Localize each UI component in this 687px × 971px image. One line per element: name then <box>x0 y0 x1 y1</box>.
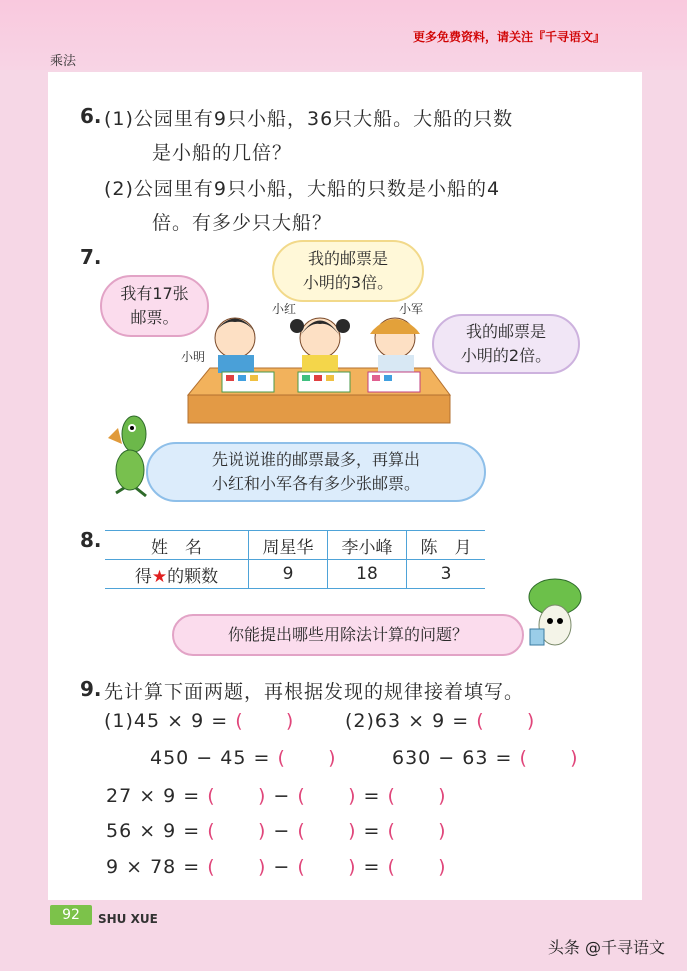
stars-table <box>105 530 485 589</box>
q9-part1-expr: (1)45 × 9 = ( ) <box>104 710 295 732</box>
row-label-cell: 得★的颗数 <box>105 560 249 589</box>
q9-instruction: 先计算下面两题，再根据发现的规律接着填写。 <box>104 681 525 703</box>
label-xiaojun: 小军 <box>399 302 424 316</box>
section-title: 乘法 <box>50 54 77 69</box>
value-cell: 9 <box>249 560 328 589</box>
question-9-number: 9. <box>80 677 102 701</box>
star-icon: ★ <box>151 566 168 587</box>
hint-bubble: 先说说谁的邮票最多，再算出 小红和小军各有多少张邮票。 <box>146 442 486 502</box>
speech-bubble-xiaojun: 我的邮票是 小明的2倍。 <box>432 314 580 374</box>
question-prompt-bubble: 你能提出哪些用除法计算的问题？ <box>172 614 524 656</box>
name-cell: 陈 月 <box>407 531 486 560</box>
header-name-cell: 姓 名 <box>105 531 249 560</box>
question-8-number: 8. <box>80 528 102 552</box>
label-xiaohong: 小红 <box>272 302 297 316</box>
q9-row-1: 27 × 9 = ( ) − ( ) = ( ) <box>106 785 447 807</box>
question-6-number: 6. <box>80 104 102 128</box>
q9-part1-subtract: 450 − 45 = ( ) <box>150 747 337 769</box>
bottom-watermark: 头条 @千寻语文 <box>547 938 665 957</box>
cabbage-mascot-illustration <box>522 575 588 655</box>
q6-part2-line2: 倍。有多少只大船？ <box>152 212 333 234</box>
q9-row-2: 56 × 9 = ( ) − ( ) = ( ) <box>106 820 447 842</box>
q6-part2-line1: (2)公园里有9只小船，大船的只数是小船的4 <box>104 178 501 200</box>
green-mascot-illustration <box>106 408 156 500</box>
q9-row-3: 9 × 78 = ( ) − ( ) = ( ) <box>106 856 447 878</box>
table-header-row <box>105 531 485 560</box>
question-7-number: 7. <box>80 245 102 269</box>
name-cell: 李小峰 <box>328 531 407 560</box>
q6-part1-line2: 是小船的几倍？ <box>152 142 293 164</box>
speech-bubble-xiaohong: 我的邮票是 小明的3倍。 <box>272 240 424 302</box>
children-at-table-illustration <box>180 300 460 430</box>
q9-part2-expr: (2)63 × 9 = ( ) <box>345 710 536 732</box>
q6-part1-line1: (1)公园里有9只小船，36只大船。大船的只数 <box>104 108 514 130</box>
value-cell: 18 <box>328 560 407 589</box>
value-cell: 3 <box>407 560 486 589</box>
name-cell: 周星华 <box>249 531 328 560</box>
subject-label: SHU XUE <box>98 912 158 926</box>
q9-part2-subtract: 630 − 63 = ( ) <box>392 747 579 769</box>
top-watermark: 更多免费资料，请关注『千寻语文』 <box>412 30 605 44</box>
speech-bubble-xiaoming: 我有17张 邮票。 <box>100 275 209 337</box>
page-number: 92 <box>50 905 92 925</box>
table-row <box>105 560 485 589</box>
label-xiaoming: 小明 <box>181 350 206 364</box>
